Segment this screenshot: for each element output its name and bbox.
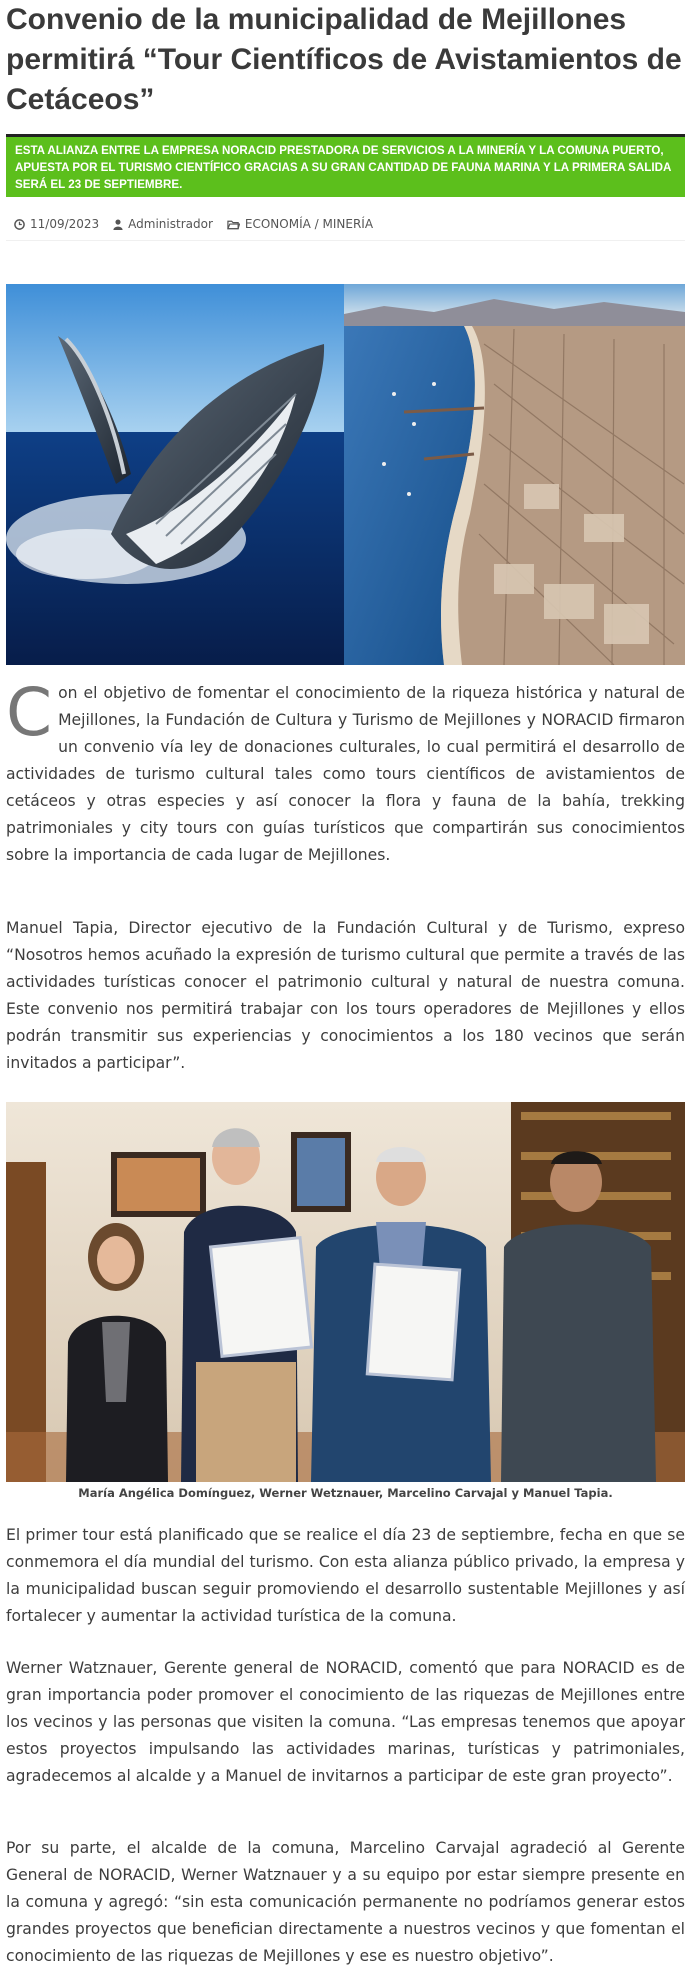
meta-date[interactable] <box>14 217 99 231</box>
folder-icon <box>227 219 240 230</box>
article-title: Convenio de la municipalidad de Mejillones permitirá “Tour Científicos de Avistamientos de Cetáceos” <box>6 3 682 116</box>
signing-photo <box>6 1102 685 1482</box>
paragraph-4: Werner Watznauer, Gerente general de NORACID, comentó que para NORACID es de gran importancia poder promover el conocimiento de las riquezas de Mejillones entre los vecinos y las personas que visiten la comuna. “Las empresas tenemos que apoyar estos proyectos impulsando las actividades marinas, turísticas y patrimoniales, agradecemos al alcalde y a Manuel de invitarnos a participar de este gran proyecto”. <box>6 1659 685 1785</box>
meta-category[interactable] <box>227 217 373 231</box>
photo-caption: María Angélica Domínguez, Werner Wetznauer, Marcelino Carvajal y Manuel Tapia. <box>78 1486 613 1500</box>
city-aerial-photo <box>344 284 685 665</box>
meta-author[interactable] <box>113 217 213 231</box>
meta-author-text: Administrador <box>128 217 213 231</box>
article-subtitle: ESTA ALIANZA ENTRE LA EMPRESA NORACID PRESTADORA DE SERVICIOS A LA MINERÍA Y LA COMUNA PUERTO, APUESTA POR EL TURISMO CIENTÍFICO GRACIAS A SU GRAN CANTIDAD DE FAUNA MARINA Y LA PRIMERA SALIDA SERÁ EL 23 DE SEPTIEMBRE. <box>6 134 685 197</box>
paragraph-3: El primer tour está planificado que se realice el día 23 de septiembre, fecha en que se conmemora el día mundial del turismo. Con esta alianza público privado, la empresa y la municipalidad buscan seguir promoviendo el desarrollo sustentable Mejillones y así fortalecer y aumentar la actividad turística de la comuna. <box>6 1526 685 1625</box>
meta-date-text: 11/09/2023 <box>30 217 100 231</box>
paragraph-5: Por su parte, el alcalde de la comuna, Marcelino Carvajal agradeció al Gerente General de NORACID, Werner Watznauer y a su equipo por estar siempre presente en la comuna y agregó: “sin esta comunicación permanente no podríamos generar estos grandes proyectos que benefician directamente a nuestros vecinos y que fomentan el conocimiento de las riquezas de Mejillones y ese es nuestro objetivo”. <box>6 1839 685 1965</box>
article-meta <box>14 214 387 234</box>
dropcap: C <box>6 674 53 751</box>
whale-photo <box>6 284 344 665</box>
meta-divider <box>6 240 685 241</box>
hero-image <box>6 284 685 665</box>
user-icon <box>113 219 123 230</box>
paragraph-1 <box>6 674 685 869</box>
paragraph-2: Manuel Tapia, Director ejecutivo de la Fundación Cultural y de Turismo, expreso “Nosotros hemos acuñado la expresión de turismo cultural que permite a través de las actividades turísticas conocer el patrimonio cultural y natural de nuestra comuna. Este convenio nos permitirá trabajar con los tours operadores de Mejillones y ellos podrán transmitir sus experiencias y conocimientos a los 180 vecinos que serán invitados a participar”. <box>6 919 685 1072</box>
paragraph-1-text: on el objetivo de fomentar el conocimiento de la riqueza histórica y natural de Mejillones, la Fundación de Cultura y Turismo de Mejillones y NORACID firmaron un convenio vía ley de donaciones culturales, lo cual permitirá el desarrollo de actividades de turismo cultural tales como tours científicos de avistamientos de cetáceos y otras especies y así conocer la flora y fauna de la bahía, trekking patrimoniales y city tours con guías turísticos que compartirán sus conocimientos sobre la importancia de cada lugar de Mejillones. <box>6 684 685 864</box>
meta-category-text: ECONOMÍA / MINERÍA <box>244 217 374 231</box>
clock-icon <box>14 219 25 230</box>
